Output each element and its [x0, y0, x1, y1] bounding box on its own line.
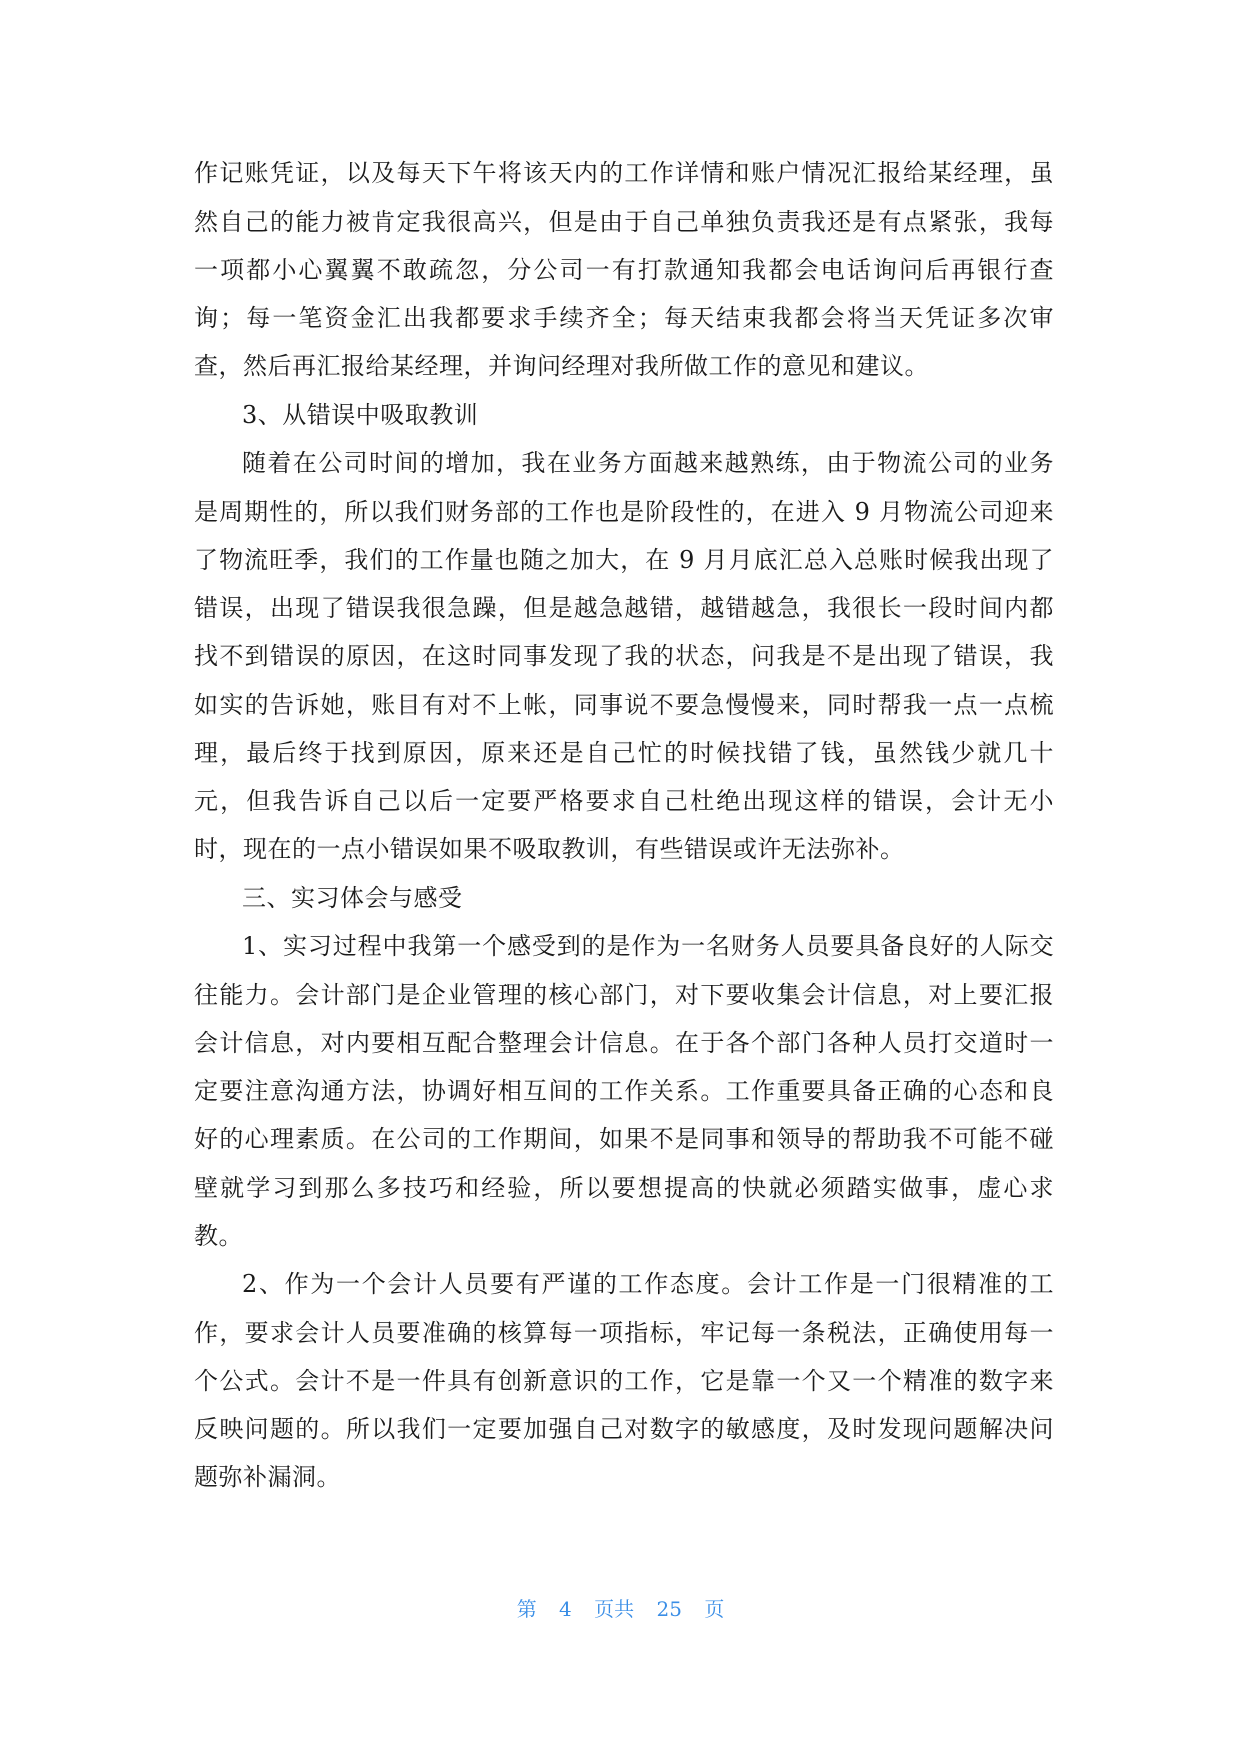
text-line: 了物流旺季，我们的工作量也随之加大，在 9 月月底汇总入总账时候我出现了	[194, 546, 1054, 574]
footer-total-pages: 25	[656, 1597, 682, 1621]
text-line: 查，然后再汇报给某经理，并询问经理对我所做工作的意见和建议。	[194, 352, 929, 380]
text-line: 然自己的能力被肯定我很高兴，但是由于自己单独负责我还是有点紧张，我每	[194, 208, 1054, 236]
footer-suffix: 页	[704, 1597, 725, 1621]
text-line: 2、作为一个会计人员要有严谨的工作态度。会计工作是一门很精准的工	[242, 1270, 1054, 1298]
text-line: 作，要求会计人员要准确的核算每一项指标，牢记每一条税法，正确使用每一	[194, 1319, 1054, 1347]
section-heading: 3、从错误中吸取教训	[242, 401, 479, 429]
page-footer	[0, 1594, 1241, 1624]
text-line: 题弥补漏洞。	[194, 1463, 341, 1491]
text-line: 定要注意沟通方法，协调好相互间的工作关系。工作重要具备正确的心态和良	[194, 1077, 1054, 1105]
text-line: 是周期性的，所以我们财务部的工作也是阶段性的，在进入 9 月物流公司迎来	[194, 498, 1054, 526]
text-line: 随着在公司时间的增加，我在业务方面越来越熟练，由于物流公司的业务	[242, 449, 1054, 477]
text-line: 壁就学习到那么多技巧和经验，所以要想提高的快就必须踏实做事，虚心求	[194, 1174, 1054, 1202]
text-line: 往能力。会计部门是企业管理的核心部门，对下要收集会计信息，对上要汇报	[194, 981, 1054, 1009]
text-line: 好的心理素质。在公司的工作期间，如果不是同事和领导的帮助我不可能不碰	[194, 1125, 1054, 1153]
footer-prefix: 第	[516, 1597, 537, 1621]
text-line: 教。	[194, 1222, 243, 1250]
section-heading: 三、实习体会与感受	[242, 884, 463, 912]
text-line: 错误，出现了错误我很急躁，但是越急越错，越错越急，我很长一段时间内都	[194, 594, 1054, 622]
text-line: 一项都小心翼翼不敢疏忽，分公司一有打款通知我都会电话询问后再银行查	[194, 256, 1054, 284]
text-line: 作记账凭证，以及每天下午将该天内的工作详情和账户情况汇报给某经理，虽	[194, 159, 1054, 187]
footer-middle: 页共	[594, 1597, 635, 1621]
footer-current-page: 4	[559, 1597, 572, 1621]
text-line: 如实的告诉她，账目有对不上帐，同事说不要急慢慢来，同时帮我一点一点梳	[194, 691, 1054, 719]
text-line: 时，现在的一点小错误如果不吸取教训，有些错误或许无法弥补。	[194, 835, 905, 863]
text-line: 1、实习过程中我第一个感受到的是作为一名财务人员要具备良好的人际交	[242, 932, 1054, 960]
text-line: 询；每一笔资金汇出我都要求手续齐全；每天结束我都会将当天凭证多次审	[194, 304, 1054, 332]
text-line: 会计信息，对内要相互配合整理会计信息。在于各个部门各种人员打交道时一	[194, 1029, 1054, 1057]
text-line: 反映问题的。所以我们一定要加强自己对数字的敏感度，及时发现问题解决问	[194, 1415, 1054, 1443]
text-line: 找不到错误的原因，在这时同事发现了我的状态，问我是不是出现了错误，我	[194, 642, 1054, 670]
text-line: 理，最后终于找到原因，原来还是自己忙的时候找错了钱，虽然钱少就几十	[194, 739, 1054, 767]
text-line: 元，但我告诉自己以后一定要严格要求自己杜绝出现这样的错误，会计无小	[194, 787, 1054, 815]
text-line: 个公式。会计不是一件具有创新意识的工作，它是靠一个又一个精准的数字来	[194, 1367, 1054, 1395]
